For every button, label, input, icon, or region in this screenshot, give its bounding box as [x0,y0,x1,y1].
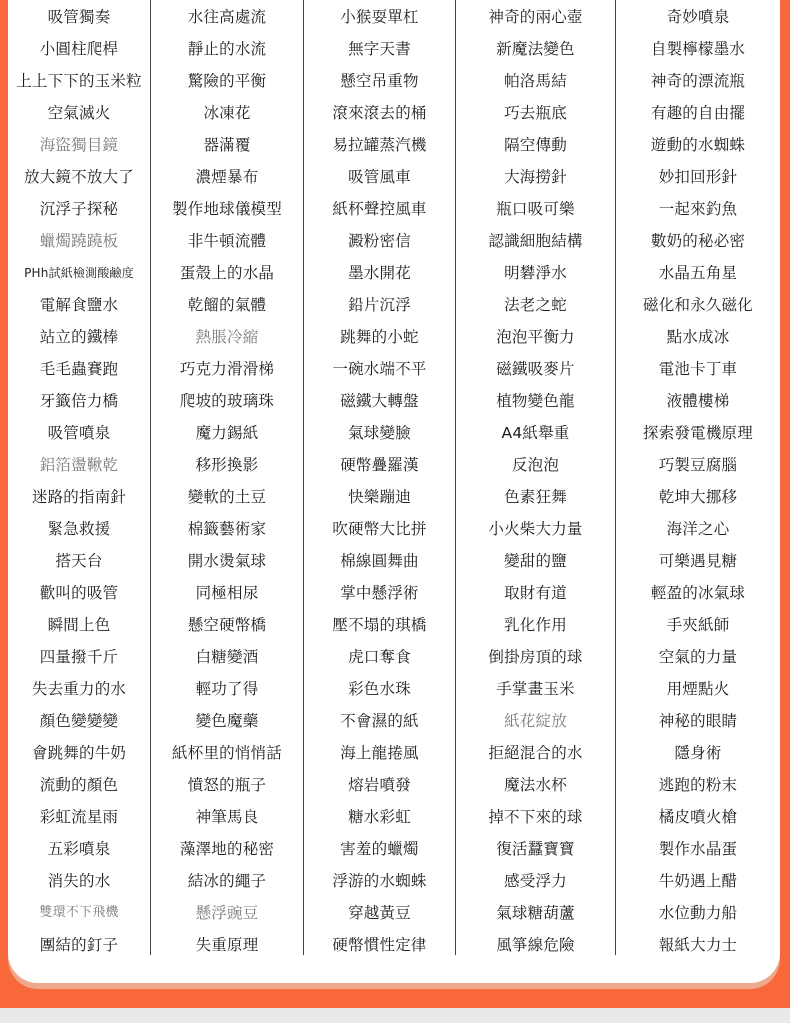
experiment-item: 移形換影 [195,456,259,474]
experiment-item: 彩色水珠 [348,680,411,698]
experiment-item: 有趣的自由擺 [650,104,746,122]
experiment-item: 瓶口吸可樂 [496,200,575,218]
experiment-item: 變色魔藥 [195,712,259,730]
experiment-item: 海上龍捲風 [340,744,419,762]
experiment-item: 復活蠶寶寶 [496,840,575,858]
experiment-item: 可樂遇見糖 [658,552,738,570]
experiment-item: 顏色變變變 [39,712,119,730]
experiment-item: 乾餾的氣體 [187,296,267,314]
experiment-item: 水往高處流 [187,8,267,26]
experiment-item: 製作水晶蛋 [658,840,738,858]
experiment-item: 硬幣慣性定律 [332,936,427,954]
experiment-item: 點水成冰 [666,328,730,346]
experiment-item: 硬幣疊羅漢 [340,456,419,474]
experiment-item: 神秘的眼睛 [658,712,738,730]
experiment-item: 器滿覆 [203,136,251,154]
experiment-item: 懸浮豌豆 [195,904,259,922]
experiment-item: 搭天台 [55,552,103,570]
experiment-item: 泡泡平衡力 [496,328,575,346]
experiment-item: 瞬間上色 [47,616,111,634]
experiment-item: 濃煙暴布 [195,168,259,186]
experiment-item: 空氣的力量 [658,648,738,666]
experiment-item: 神筆馬良 [195,808,259,826]
experiment-item: PHh試紙檢測酸鹼度 [24,266,134,280]
experiment-item: 磁化和永久磁化 [643,296,753,314]
experiment-item: 結冰的繩子 [187,872,267,890]
experiment-item: 非牛頓流體 [187,232,267,250]
experiment-item: 電池卡丁車 [658,360,738,378]
experiment-item: 會跳舞的牛奶 [31,744,127,762]
column-1 [8,0,150,955]
experiment-item: 巧製豆腐腦 [658,456,738,474]
experiment-item: 一起來釣魚 [658,200,738,218]
experiment-item: 倒掛房頂的球 [488,648,583,666]
experiment-item: 冰凍花 [203,104,251,122]
column-5 [615,0,780,955]
experiment-item: 明礬淨水 [504,264,567,282]
experiment-item: 手掌畫玉米 [496,680,575,698]
experiment-item: 橘皮噴火槍 [658,808,738,826]
experiment-item: 報紙大力士 [658,936,738,954]
experiment-item: 變軟的土豆 [187,488,267,506]
experiment-item: 緊急救援 [47,520,111,538]
experiment-item: 風箏線危險 [496,936,575,954]
experiment-item: 開水燙氣球 [187,552,267,570]
experiment-item: 藻澤地的秘密 [179,840,275,858]
experiment-item: 彩虹流星雨 [39,808,119,826]
experiment-item: 沉浮子探秘 [39,200,119,218]
experiment-item: 感受浮力 [504,872,567,890]
experiment-item: 熱脹冷縮 [195,328,259,346]
experiment-item: 易拉罐蒸汽機 [332,136,427,154]
experiment-item: 紙花綻放 [504,712,567,730]
experiment-item: 製作地球儀模型 [172,200,282,218]
experiment-item: 五彩噴泉 [47,840,111,858]
experiment-item: 奇妙噴泉 [666,8,730,26]
column-2 [150,0,303,955]
bottom-strip [0,1008,790,1023]
experiment-item: A4紙舉重 [501,424,570,442]
experiment-item: 吸管獨奏 [47,8,111,26]
experiment-item: 熔岩噴發 [348,776,411,794]
experiment-item: 反泡泡 [511,456,560,474]
experiment-item: 消失的水 [47,872,111,890]
experiment-item: 毛毛蟲賽跑 [39,360,119,378]
experiment-item: 紙杯聲控風車 [332,200,427,218]
experiment-item: 紙杯里的悄悄話 [172,744,282,762]
experiment-item: 用煙點火 [666,680,730,698]
experiment-item: 小火柴大力量 [488,520,583,538]
column-3 [303,0,455,955]
experiment-item: 巧克力滑滑梯 [179,360,275,378]
experiment-item: 鋁箔盪鞦乾 [39,456,119,474]
experiment-item: 澱粉密信 [348,232,411,250]
experiment-item: 糖水彩虹 [348,808,411,826]
experiment-item: 牙籤倍力橋 [39,392,119,410]
experiment-item: 蛋殼上的水晶 [179,264,275,282]
experiment-item: 放大鏡不放大了 [24,168,134,186]
experiment-item: 失重原理 [195,936,259,954]
experiment-item: 棉線圓舞曲 [340,552,419,570]
experiment-item: 數奶的秘必密 [650,232,746,250]
experiment-item: 海盜獨目鏡 [39,136,119,154]
experiment-item: 失去重力的水 [31,680,127,698]
experiment-item: 新魔法變色 [496,40,575,58]
experiment-item: 神奇的漂流瓶 [650,72,746,90]
experiment-item: 取財有道 [504,584,567,602]
experiment-item: 站立的鐵棒 [39,328,119,346]
experiment-item: 雙環不下飛機 [39,905,119,920]
experiment-item: 團結的釘子 [39,936,119,954]
experiment-item: 大海撈針 [504,168,567,186]
experiment-item: 輕盈的冰氣球 [650,584,746,602]
experiment-item: 跳舞的小蛇 [340,328,419,346]
experiment-item: 認識細胞結構 [488,232,583,250]
experiment-item: 乳化作用 [504,616,567,634]
experiment-item: 法老之蛇 [504,296,567,314]
experiment-item: 吹硬幣大比拼 [332,520,427,538]
experiment-item: 壓不塌的琪橋 [332,616,427,634]
experiment-item: 憤怒的瓶子 [187,776,267,794]
experiment-item: 掉不下來的球 [488,808,583,826]
experiment-item: 驚險的平衡 [187,72,267,90]
experiment-item: 四量撥千斤 [39,648,119,666]
experiment-item: 爬坡的玻璃珠 [179,392,275,410]
experiment-item: 遊動的水蜘蛛 [650,136,746,154]
experiment-item: 歡叫的吸管 [39,584,119,602]
experiment-item: 快樂蹦迪 [348,488,411,506]
experiment-list-grid [8,0,780,957]
experiment-item: 棉籤藝術家 [187,520,267,538]
experiment-item: 空氣滅火 [47,104,111,122]
experiment-item: 海洋之心 [666,520,730,538]
experiment-item: 無字天書 [348,40,411,58]
experiment-item: 磁鐵大轉盤 [340,392,419,410]
experiment-item: 魔力錫紙 [195,424,259,442]
experiment-item: 氣球糖葫蘆 [496,904,575,922]
experiment-item: 吸管噴泉 [47,424,111,442]
experiment-item: 懸空硬幣橋 [187,616,267,634]
experiment-item: 色素狂舞 [504,488,567,506]
experiment-item: 水晶五角星 [658,264,738,282]
experiment-item: 吸管風車 [348,168,411,186]
experiment-item: 墨水開花 [348,264,411,282]
experiment-item: 迷路的指南針 [31,488,127,506]
experiment-item: 手夾紙師 [666,616,730,634]
experiment-item: 自製檸檬墨水 [650,40,746,58]
experiment-item: 鉛片沉浮 [348,296,411,314]
experiment-item: 隔空傳動 [504,136,567,154]
experiment-item: 滾來滾去的桶 [332,104,427,122]
experiment-item: 虎口奪食 [348,648,411,666]
experiment-item: 巧去瓶底 [504,104,567,122]
experiment-item: 氣球變臉 [348,424,411,442]
experiment-item: 水位動力船 [658,904,738,922]
experiment-item: 小猴耍單杠 [340,8,419,26]
experiment-item: 液體樓梯 [666,392,730,410]
experiment-item: 探索發電機原理 [643,424,753,442]
experiment-item: 隱身術 [674,744,722,762]
experiment-item: 魔法水杯 [504,776,567,794]
experiment-item: 浮游的水蜘蛛 [332,872,427,890]
experiment-item: 輕功了得 [195,680,259,698]
experiment-item: 牛奶遇上醋 [658,872,738,890]
experiment-item: 變甜的鹽 [504,552,567,570]
experiment-item: 同極相尿 [195,584,259,602]
experiment-item: 植物變色龍 [496,392,575,410]
experiment-item: 妙扣回形針 [658,168,738,186]
experiment-item: 流動的顏色 [39,776,119,794]
experiment-item: 不會濕的紙 [340,712,419,730]
experiment-item: 逃跑的粉末 [658,776,738,794]
experiment-item: 懸空吊重物 [340,72,419,90]
experiment-item: 神奇的兩心壺 [488,8,583,26]
experiment-item: 白糖變酒 [195,648,259,666]
experiment-item: 磁鐵吸麥片 [496,360,575,378]
experiment-item: 小圓柱爬桿 [39,40,119,58]
experiment-item: 帕洛馬結 [504,72,567,90]
experiment-item: 上上下下的玉米粒 [16,72,142,90]
experiment-item: 電解食鹽水 [39,296,119,314]
experiment-item: 害羞的蠟燭 [340,840,419,858]
experiment-item: 乾坤大挪移 [658,488,738,506]
experiment-item: 掌中懸浮術 [340,584,419,602]
experiment-item: 穿越黃豆 [348,904,411,922]
experiment-item: 一碗水端不平 [332,360,427,378]
column-4 [455,0,615,955]
experiment-item: 蠟燭蹺蹺板 [39,232,119,250]
experiment-item: 拒絕混合的水 [488,744,583,762]
experiment-item: 靜止的水流 [187,40,267,58]
